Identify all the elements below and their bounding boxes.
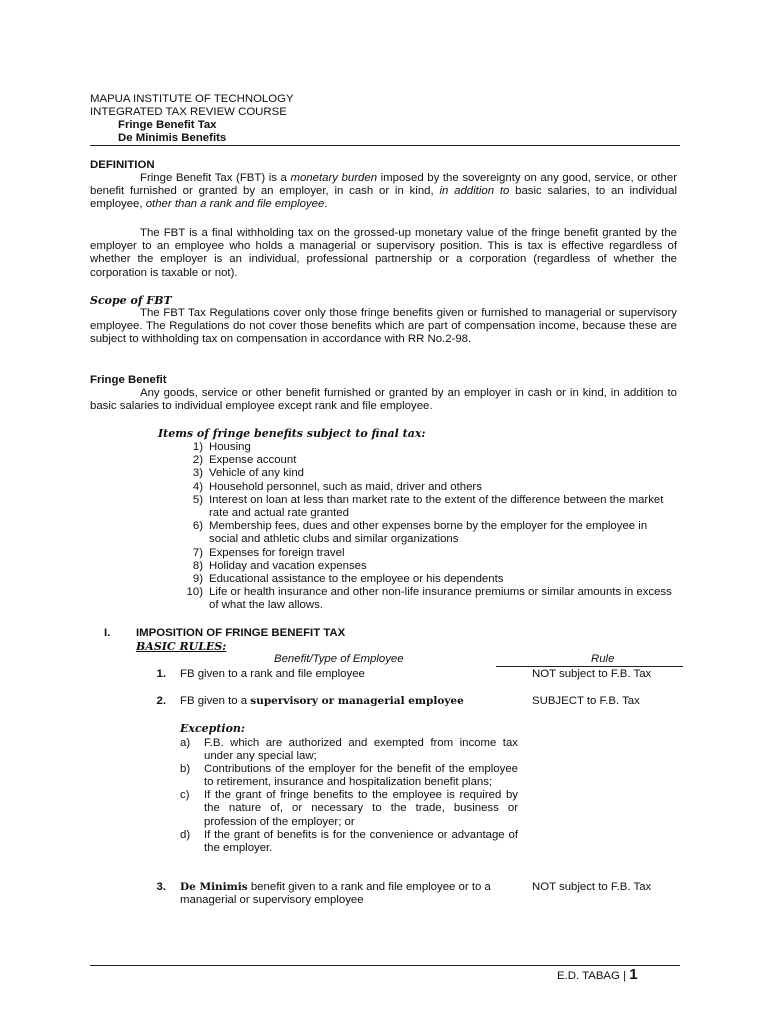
exception-item-number: d) [180,828,191,841]
column-header-benefit: Benefit/Type of Employee [274,653,404,665]
exception-item-text: F.B. which are authorized and exempted from income tax under any special law; [204,737,518,763]
fringe-item-text: Educational assistance to the employee or his dependents [209,573,504,586]
fringe-item-number: 8) [192,559,203,572]
rule-1-rule: NOT subject to F.B. Tax [532,668,652,680]
fringe-item-number: 3) [192,467,203,480]
fringe-benefit-heading: Fringe Benefit [90,374,167,386]
rule-3-benefit: De Minimis benefit given to a rank and file employee or to a managerial or supervisory employee [180,881,491,907]
exception-heading: Exception: [180,722,245,735]
scope-heading: Scope of FBT [90,294,172,307]
fringe-item-number: 7) [192,546,203,559]
fringe-item [178,520,678,546]
fringe-item-text: Expenses for foreign travel [209,546,345,559]
rule-1-benefit: FB given to a rank and file employee [180,668,365,680]
exception-item-text: Contributions of the employer for the benefit of the employee to retirement, insurance and hospitalization benefit plans; [204,763,518,789]
fringe-item-text: Expense account [209,454,297,467]
fringe-item-text: Housing [209,441,251,453]
header-rule [90,145,680,146]
page-number: 1 [629,966,638,983]
page-footer [557,966,638,983]
items-heading: Items of fringe benefits subject to final tax: [158,427,426,440]
fringe-item-text: Interest on loan at less than market rate to the extent of the difference between the market rate and actual rate granted [209,493,664,520]
fringe-item [178,586,678,612]
fringe-item-number: 6) [192,520,203,533]
fringe-item [178,547,678,560]
rule-number-1: 1. [156,668,166,680]
exception-item [180,737,518,763]
document-header [90,93,680,145]
definition-paragraph-2: The FBT is a final withholding tax on the grossed-up monetary value of the fringe benefit granted by the employer to an employee who holds a managerial or supervisory position. This is tax is effective regardless of whether the employer is an individual, professional partnership or a corporation (regardless of whether the corporation is taxable or not). [90,227,677,279]
exception-item-text: If the grant of fringe benefits to the employee is required by the nature of, or necessary to the trade, business or profession of the employer; or [204,789,518,828]
exception-item-number: b) [180,763,191,776]
fringe-item [178,467,678,480]
exception-item [180,789,518,828]
fringe-item [178,560,678,573]
basic-rules-heading: BASIC RULES: [136,640,227,653]
rule-3-rule: NOT subject to F.B. Tax [532,881,652,893]
fringe-item-number: 4) [192,480,203,493]
section-roman-numeral: I. [104,627,111,639]
fringe-item-text: Household personnel, such as maid, driver and others [209,480,482,493]
fringe-item [178,481,678,494]
fringe-item [178,454,678,467]
fringe-item-number: 2) [192,454,203,467]
fringe-item-text: Holiday and vacation expenses [209,559,367,572]
topic-title: Fringe Benefit Tax [118,119,217,131]
exception-item-text: If the grant of benefits is for the convenience or advantage of the employer. [204,828,518,854]
fringe-item [178,494,678,520]
scope-paragraph: The FBT Tax Regulations cover only those fringe benefits given or furnished to managerial or supervisory employee. The Regulations do not cover those benefits which are part of compensation income, because these are subject to withholding tax on compensation in accordance with RR No.2-98. [90,307,677,346]
exception-item [180,829,518,855]
rule-2-rule: SUBJECT to F.B. Tax [532,695,640,707]
course-name: INTEGRATED TAX REVIEW COURSE [90,106,287,118]
fringe-item-number: 9) [192,573,203,586]
fringe-item-text: Vehicle of any kind [209,467,304,480]
definition-heading: DEFINITION [90,159,155,171]
exception-item-number: c) [180,789,190,802]
section-heading: IMPOSITION OF FRINGE BENEFIT TAX [136,627,346,639]
fringe-item-number: 5) [192,493,203,506]
fringe-item [178,573,678,586]
exception-item-number: a) [180,737,191,749]
fringe-item [178,441,678,454]
exception-list [180,737,518,855]
fringe-item-text: Membership fees, dues and other expenses borne by the employer for the employee in social and athletic clubs and similar organizations [209,520,648,546]
footer-separator: | [623,970,627,982]
rule-number-3: 3. [156,881,166,893]
fringe-item-number: 10) [186,586,203,599]
fringe-benefit-paragraph: Any goods, service or other benefit furnished or granted by an employer in cash or in kind, in addition to basic salaries to individual employee except rank and file employee. [90,387,677,413]
subtopic-title: De Minimis Benefits [118,132,227,144]
footer-author: E.D. TABAG [557,970,620,982]
rule-number-2: 2. [156,695,166,707]
rule-2-benefit: FB given to a supervisory or managerial employee [180,695,464,707]
column-header-rule: Rule [591,653,615,665]
institute-name: MAPUA INSTITUTE OF TECHNOLOGY [90,93,294,105]
fringe-item-text: Life or health insurance and other non-life insurance premiums or similar amounts in excess of what the law allows. [209,586,672,612]
definition-paragraph-1: Fringe Benefit Tax (FBT) is a monetary burden imposed by the sovereignty on any good, service, or other benefit furnished or granted by an employer, in cash or in kind, in addition to basic salaries, to an individual employee, other than a rank and file employee. [90,172,678,211]
fringe-item-number: 1) [192,441,203,453]
items-list [178,441,678,613]
rule-column-underline [496,666,683,667]
exception-item [180,763,518,789]
